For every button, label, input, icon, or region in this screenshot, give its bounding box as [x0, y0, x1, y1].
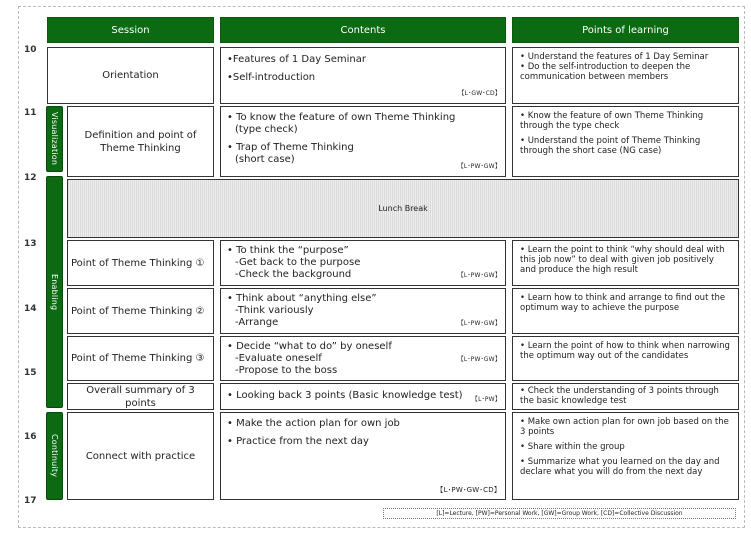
time-label-10: 10	[24, 45, 37, 55]
point-line: • Learn how to think and arrange to find out the optimum way to achieve the purpose	[520, 293, 726, 313]
contents-cell	[220, 106, 506, 177]
point-line: • Summarize what you learned on the day and declare what you will do from the next day	[520, 457, 720, 477]
contents-cell	[220, 240, 506, 286]
time-label-15: 15	[24, 368, 37, 378]
phase-label: Visualization	[50, 112, 59, 166]
activity-tag: 【L･GW･CD】	[458, 90, 501, 97]
session-cell	[67, 336, 214, 381]
points-cell	[512, 383, 739, 410]
session-cell	[47, 47, 214, 104]
activity-tag: 【L･PW】	[471, 396, 501, 403]
content-line: -Get back to the purpose	[235, 257, 361, 268]
activity-tag: 【L･PW･GW】	[457, 320, 501, 327]
session-name: Orientation	[102, 70, 159, 81]
session-cell	[67, 412, 214, 500]
phase-bar-continuity	[46, 412, 63, 500]
legend-text: [L]=Lecture, [PW]=Personal Work, [GW]=Group Work, [CD]=Collective Discussion	[436, 510, 683, 517]
contents-cell	[220, 47, 506, 104]
content-line: • Think about “anything else”	[227, 293, 377, 304]
point-line: • Share within the group	[520, 442, 625, 452]
time-label-13: 13	[24, 239, 37, 249]
contents-cell	[220, 336, 506, 381]
points-cell	[512, 240, 739, 286]
point-line: • Know the feature of own Theme Thinking through the type check	[520, 111, 704, 131]
session-name: Definition and point of Theme Thinking	[84, 129, 197, 154]
legend-box	[383, 508, 736, 519]
activity-tag: 【L･PW･GW】	[457, 356, 501, 363]
content-line: • Decide “what to do” by oneself	[227, 341, 392, 352]
lunch-break-band	[67, 179, 739, 238]
phase-bar-enabling	[46, 176, 63, 408]
point-line: • Learn the point to think “why should deal with this job now” to deal with given job positively and produce the high result	[520, 245, 725, 275]
content-line: • Make the action plan for own job	[227, 418, 400, 429]
points-header: Points of learning	[512, 17, 739, 43]
content-line: •Self-introduction	[227, 72, 316, 83]
content-line: -Evaluate oneself	[235, 353, 322, 364]
session-cell	[67, 240, 214, 286]
content-line: • To know the feature of own Theme Thinking	[227, 112, 456, 123]
session-cell	[67, 383, 214, 410]
content-line: • To think the “purpose”	[227, 245, 349, 256]
content-line: (type check)	[235, 124, 298, 135]
session-name: Overall summary of 3 points	[86, 384, 195, 409]
lunch-label: Lunch Break	[378, 204, 428, 213]
activity-tag: 【L･PW･GW】	[457, 163, 501, 170]
points-cell	[512, 412, 739, 500]
point-line: • Understand the point of Theme Thinking through the short case (NG case)	[520, 136, 701, 156]
point-line: • Make own action plan for own job based on the 3 points	[520, 417, 729, 437]
time-label-17: 17	[24, 496, 37, 506]
content-line: (short case)	[235, 154, 295, 165]
points-cell	[512, 288, 739, 334]
content-line: • Practice from the next day	[227, 436, 369, 447]
point-line: • Do the self-introduction to deepen the communication between members	[520, 62, 691, 82]
session-cell	[67, 106, 214, 177]
activity-tag: 【L･PW･GW･CD】	[436, 486, 501, 494]
points-cell	[512, 47, 739, 104]
point-line: • Learn the point of how to think when narrowing the optimum way out of the candidates	[520, 341, 730, 361]
session-name: Point of Theme Thinking ③	[71, 353, 205, 364]
content-line: -Propose to the boss	[235, 365, 338, 376]
point-line: • Understand the features of 1 Day Seminar	[520, 52, 709, 62]
session-name: Connect with practice	[85, 450, 196, 462]
phase-bar-visualization	[46, 106, 63, 172]
content-line: •Features of 1 Day Seminar	[227, 54, 366, 65]
phase-label: Enabling	[50, 273, 59, 311]
session-cell	[67, 288, 214, 334]
points-cell	[512, 106, 739, 177]
points-cell	[512, 336, 739, 381]
content-line: -Think variously	[235, 305, 314, 316]
session-name: Point of Theme Thinking ②	[71, 305, 205, 317]
content-line: • Trap of Theme Thinking	[227, 142, 354, 153]
content-line: • Looking back 3 points (Basic knowledge test)	[227, 390, 463, 401]
content-line: -Check the background	[235, 269, 352, 280]
contents-cell	[220, 288, 506, 334]
activity-tag: 【L･PW･GW】	[457, 272, 501, 279]
point-line: • Check the understanding of 3 points through the basic knowledge test	[520, 386, 719, 406]
time-label-12: 12	[24, 173, 37, 183]
time-label-14: 14	[24, 304, 37, 314]
session-header: Session	[47, 17, 214, 43]
contents-header: Contents	[220, 17, 506, 43]
time-label-16: 16	[24, 432, 37, 442]
content-line: -Arrange	[235, 317, 279, 328]
session-name: Point of Theme Thinking ①	[71, 257, 205, 269]
contents-cell	[220, 383, 506, 410]
contents-cell	[220, 412, 506, 500]
time-label-11: 11	[24, 108, 37, 118]
phase-label: Continuity	[50, 434, 59, 478]
